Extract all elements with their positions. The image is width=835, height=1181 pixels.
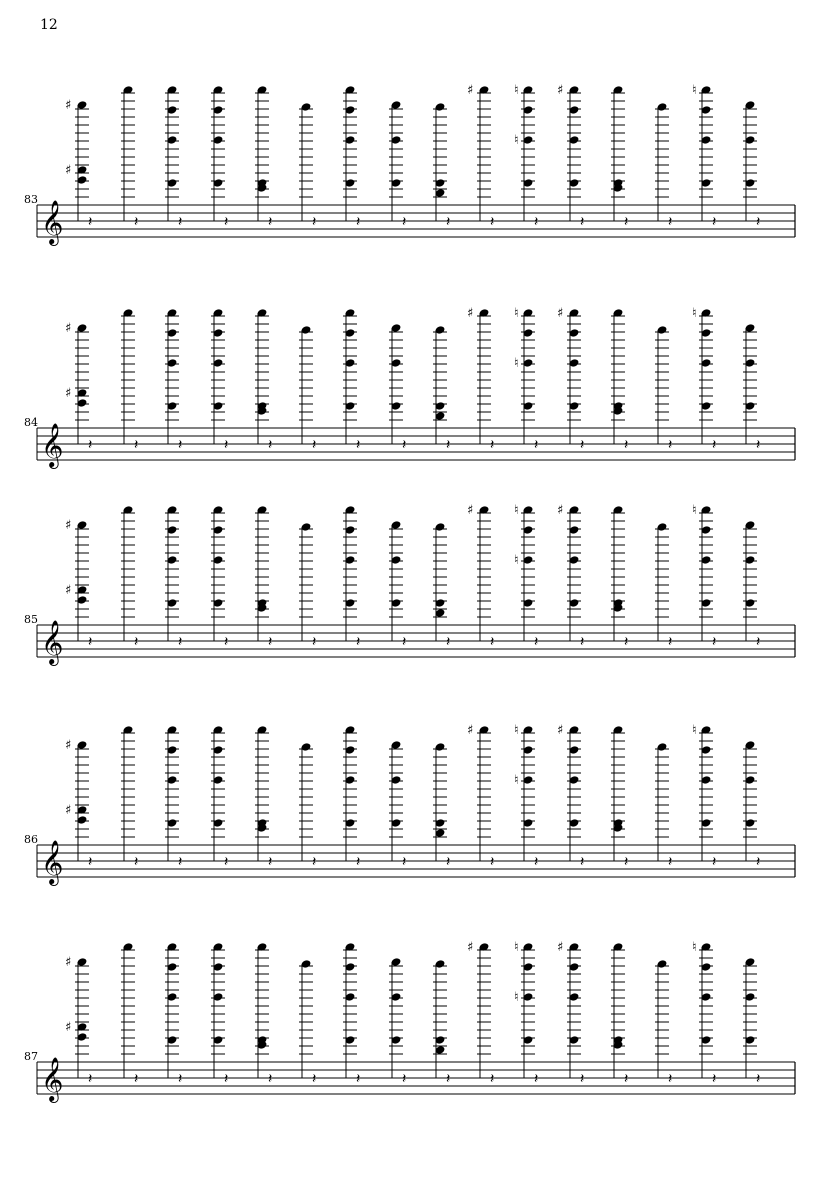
quarter-rest: 𝄽 [224,214,229,230]
quarter-rest: 𝄽 [668,634,673,650]
quarter-rest: 𝄽 [268,854,273,870]
natural-icon: ♮ [514,133,519,148]
sharp-icon: ♯ [467,940,474,955]
measure-number: 86 [24,833,38,846]
quarter-rest: 𝄽 [580,634,585,650]
quarter-rest: 𝄽 [178,854,183,870]
quarter-rest: 𝄽 [624,634,629,650]
sharp-icon: ♯ [467,83,474,98]
quarter-rest: 𝄽 [402,854,407,870]
quarter-rest: 𝄽 [668,214,673,230]
quarter-rest: 𝄽 [312,634,317,650]
natural-icon: ♮ [514,773,519,788]
quarter-rest: 𝄽 [356,1071,361,1087]
quarter-rest: 𝄽 [312,437,317,453]
quarter-rest: 𝄽 [402,634,407,650]
sharp-icon: ♯ [65,321,72,336]
quarter-rest: 𝄽 [134,214,139,230]
quarter-rest: 𝄽 [668,437,673,453]
quarter-rest: 𝄽 [756,437,761,453]
quarter-rest: 𝄽 [268,214,273,230]
quarter-rest: 𝄽 [224,854,229,870]
natural-icon: ♮ [692,940,697,955]
quarter-rest: 𝄽 [580,854,585,870]
quarter-rest: 𝄽 [88,1071,93,1087]
sharp-icon: ♯ [467,503,474,518]
quarter-rest: 𝄽 [580,214,585,230]
quarter-rest: 𝄽 [624,437,629,453]
quarter-rest: 𝄽 [356,214,361,230]
sharp-icon: ♯ [65,98,72,113]
quarter-rest: 𝄽 [312,1071,317,1087]
sharp-icon: ♯ [557,83,564,98]
quarter-rest: 𝄽 [402,1071,407,1087]
quarter-rest: 𝄽 [580,1071,585,1087]
quarter-rest: 𝄽 [224,437,229,453]
quarter-rest: 𝄽 [712,1071,717,1087]
quarter-rest: 𝄽 [490,214,495,230]
quarter-rest: 𝄽 [712,634,717,650]
quarter-rest: 𝄽 [88,437,93,453]
treble-clef-icon: 𝄞 [41,423,64,467]
sharp-icon: ♯ [65,803,72,818]
quarter-rest: 𝄽 [446,634,451,650]
quarter-rest: 𝄽 [712,214,717,230]
quarter-rest: 𝄽 [534,1071,539,1087]
quarter-rest: 𝄽 [178,437,183,453]
quarter-rest: 𝄽 [356,437,361,453]
quarter-rest: 𝄽 [134,437,139,453]
treble-clef-icon: 𝄞 [41,1057,64,1101]
quarter-rest: 𝄽 [356,634,361,650]
natural-icon: ♮ [692,503,697,518]
natural-icon: ♮ [692,83,697,98]
natural-icon: ♮ [514,990,519,1005]
treble-clef-icon: 𝄞 [41,840,64,884]
natural-icon: ♮ [692,306,697,321]
quarter-rest: 𝄽 [446,214,451,230]
quarter-rest: 𝄽 [134,854,139,870]
quarter-rest: 𝄽 [446,437,451,453]
quarter-rest: 𝄽 [668,1071,673,1087]
quarter-rest: 𝄽 [712,854,717,870]
sharp-icon: ♯ [557,940,564,955]
natural-icon: ♮ [514,553,519,568]
sharp-icon: ♯ [65,583,72,598]
sharp-icon: ♯ [65,738,72,753]
quarter-rest: 𝄽 [356,854,361,870]
sharp-icon: ♯ [467,723,474,738]
measure-number: 85 [24,613,38,626]
quarter-rest: 𝄽 [490,854,495,870]
natural-icon: ♮ [514,83,519,98]
treble-clef-icon: 𝄞 [41,620,64,664]
quarter-rest: 𝄽 [624,1071,629,1087]
quarter-rest: 𝄽 [402,437,407,453]
sharp-icon: ♯ [65,163,72,178]
quarter-rest: 𝄽 [668,854,673,870]
sharp-icon: ♯ [467,306,474,321]
quarter-rest: 𝄽 [490,634,495,650]
quarter-rest: 𝄽 [534,214,539,230]
natural-icon: ♮ [514,503,519,518]
quarter-rest: 𝄽 [134,1071,139,1087]
quarter-rest: 𝄽 [268,437,273,453]
quarter-rest: 𝄽 [756,634,761,650]
quarter-rest: 𝄽 [178,214,183,230]
quarter-rest: 𝄽 [88,214,93,230]
quarter-rest: 𝄽 [224,634,229,650]
quarter-rest: 𝄽 [268,634,273,650]
quarter-rest: 𝄽 [178,1071,183,1087]
quarter-rest: 𝄽 [224,1071,229,1087]
sharp-icon: ♯ [65,1020,72,1035]
quarter-rest: 𝄽 [756,1071,761,1087]
sharp-icon: ♯ [557,306,564,321]
quarter-rest: 𝄽 [312,854,317,870]
page-number: 12 [40,17,58,33]
quarter-rest: 𝄽 [402,214,407,230]
natural-icon: ♮ [514,356,519,371]
sharp-icon: ♯ [65,518,72,533]
natural-icon: ♮ [514,306,519,321]
quarter-rest: 𝄽 [446,854,451,870]
quarter-rest: 𝄽 [534,437,539,453]
quarter-rest: 𝄽 [580,437,585,453]
natural-icon: ♮ [514,940,519,955]
quarter-rest: 𝄽 [88,634,93,650]
measure-number: 83 [24,193,38,206]
quarter-rest: 𝄽 [624,854,629,870]
natural-icon: ♮ [514,723,519,738]
quarter-rest: 𝄽 [756,214,761,230]
quarter-rest: 𝄽 [756,854,761,870]
measure-number: 84 [24,416,38,429]
quarter-rest: 𝄽 [312,214,317,230]
quarter-rest: 𝄽 [88,854,93,870]
quarter-rest: 𝄽 [490,437,495,453]
treble-clef-icon: 𝄞 [41,200,64,244]
sharp-icon: ♯ [557,723,564,738]
quarter-rest: 𝄽 [134,634,139,650]
quarter-rest: 𝄽 [712,437,717,453]
quarter-rest: 𝄽 [446,1071,451,1087]
sharp-icon: ♯ [65,386,72,401]
quarter-rest: 𝄽 [268,1071,273,1087]
quarter-rest: 𝄽 [624,214,629,230]
quarter-rest: 𝄽 [178,634,183,650]
measure-number: 87 [24,1050,38,1063]
quarter-rest: 𝄽 [534,634,539,650]
quarter-rest: 𝄽 [490,1071,495,1087]
quarter-rest: 𝄽 [534,854,539,870]
sharp-icon: ♯ [557,503,564,518]
natural-icon: ♮ [692,723,697,738]
sharp-icon: ♯ [65,955,72,970]
